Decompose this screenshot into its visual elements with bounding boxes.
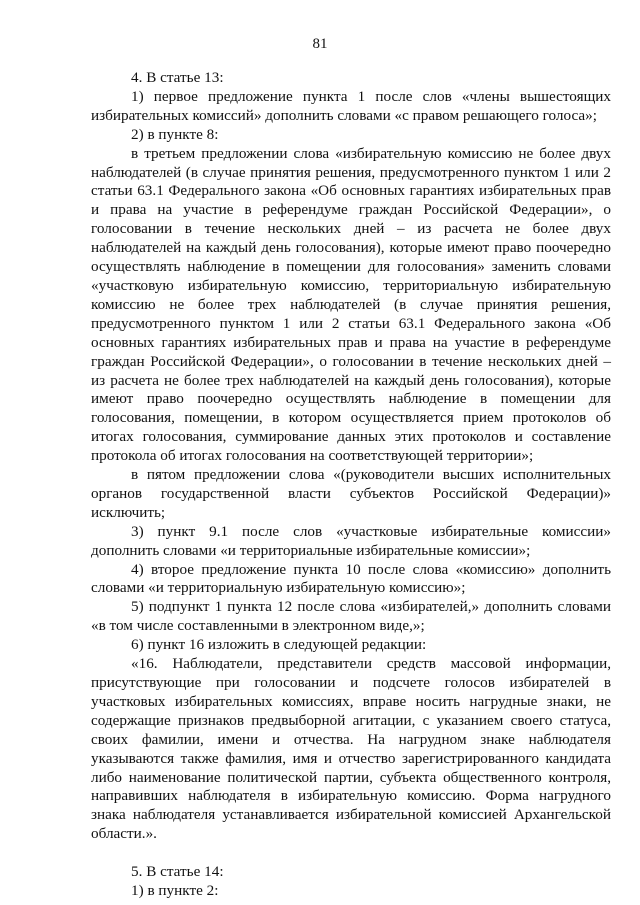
paragraph-third-sentence: в третьем предложении слова «избирательную комиссию не более двух наблюдателей (в случае принятия решения, предусмотренного пунктом 1 или 2 статьи 63.1 Федерального закона «Об основных гарантиях избирательных прав и права на участие в референдуме граждан Российской Федерации», о голосовании в течение нескольких дней – из расчета не более двух наблюдателей на каждый день голосования), которые имеют право поочередно осуществлять наблюдение в помещении для голосования» заменить словами «участковую избирательную комиссию, территориальную избирательную комиссию не более трех наблюдателей (в случае принятия решения, предусмотренного пунктом 1 или 2 статьи 63.1 Федерального закона «Об основных гарантиях избирательных прав и права на участие в референдуме граждан Российской Федерации», о голосовании в течение нескольких дней – из расчета не более трех наблюдателей на каждый день голосования), которые имеют право поочередно осуществлять наблюдение в помещении для голосования, помещении, в котором осуществляется прием протоколов об итогах голосования, суммирование данных этих протоколов и составление протокола об итогах голосования на соответствующей территории»; (91, 144, 611, 465)
paragraph-article-14-item-1: 1) в пункте 2: (131, 881, 219, 899)
paragraph-item-3: 3) пункт 9.1 после слов «участковые избирательные комиссии» дополнить словами «и территориальные избирательные комиссии»; (91, 522, 611, 559)
paragraph-item-2-heading: 2) в пункте 8: (131, 125, 219, 143)
paragraph-item-4: 4) второе предложение пункта 10 после слова «комиссию» дополнить словами «и территориальную избирательную комиссию»; (91, 560, 611, 597)
page-number: 81 (312, 36, 328, 52)
paragraph-point-16-text: «16. Наблюдатели, представители средств массовой информации, присутствующие при голосовании и подсчете голосов избирателей в участковых избирательных комиссиях, вправе носить нагрудные знаки, не содержащие признаков предвыборной агитации, с указанием своего статуса, своих фамилии, имени и отчества. На нагрудном знаке наблюдателя указываются также фамилия, имя и отчество зарегистрированного кандидата либо наименование политической партии, субъекта общественного контроля, направивших наблюдателя в избирательную комиссию. Форма нагрудного знака наблюдателя устанавливается избирательной комиссией Архангельской области.». (91, 655, 611, 843)
paragraph-article-14-heading: 5. В статье 14: (131, 863, 224, 881)
paragraph-article-13-heading: 4. В статье 13: (131, 69, 224, 86)
document-body (91, 69, 611, 901)
paragraph-item-6: 6) пункт 16 изложить в следующей редакции: (131, 636, 427, 654)
paragraph-item-1: 1) первое предложение пункта 1 после слов «члены вышестоящих избирательных комиссий» дополнить словами «с правом решающего голоса»; (91, 87, 611, 124)
paragraph-fifth-sentence: в пятом предложении слова «(руководители высших исполнительных органов государственной власти субъектов Российской Федерации)» исключить; (91, 466, 611, 521)
paragraph-item-5: 5) подпункт 1 пункта 12 после слова «избирателей,» дополнить словами «в том числе составленными в электронном виде,»; (91, 598, 611, 635)
